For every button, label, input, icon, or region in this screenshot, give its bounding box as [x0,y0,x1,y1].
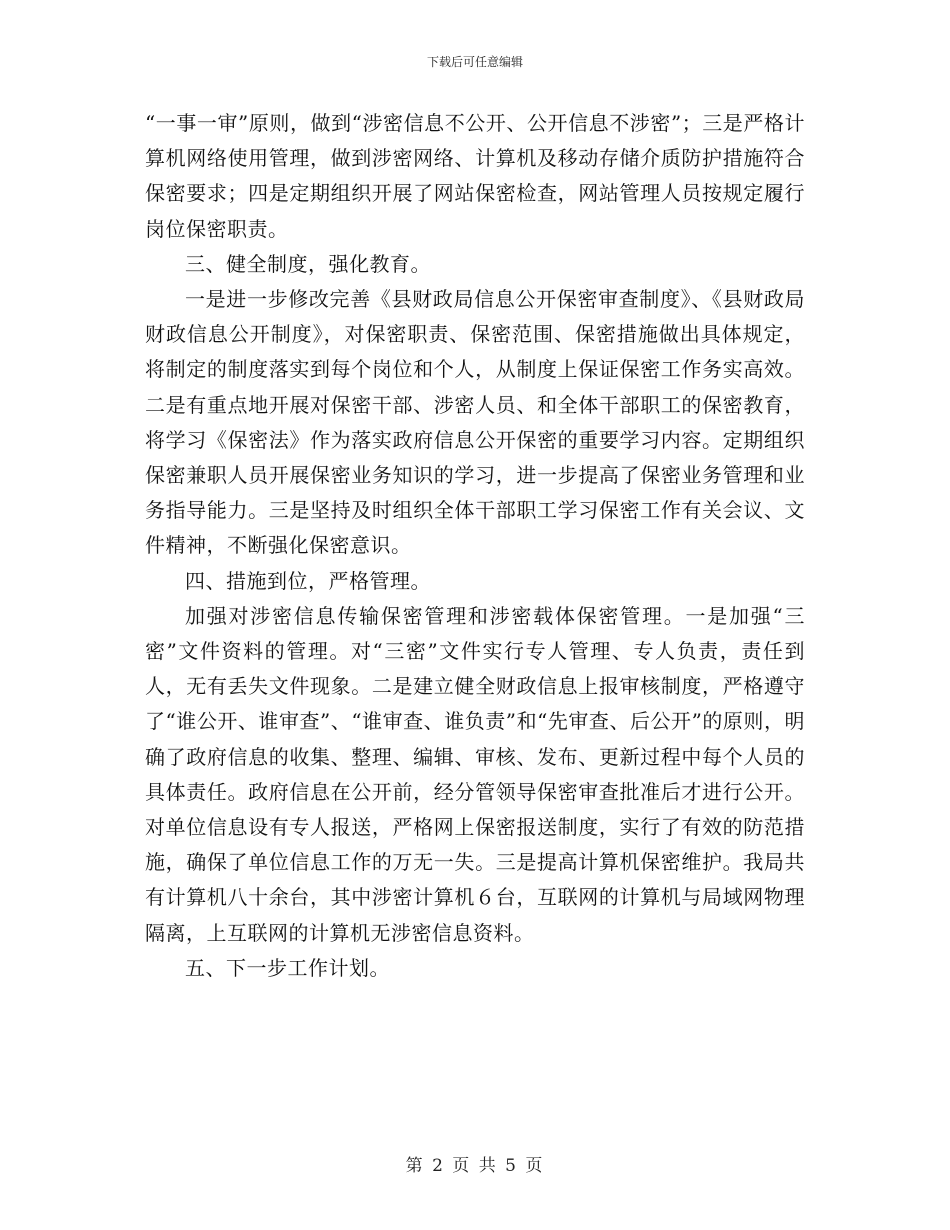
paragraph-measures: 加强对涉密信息传输保密管理和涉密载体保密管理。一是加强“三密”文件资料的管理。对“三密”文件实行专人管理、专人负责，责任到人，无有丢失文件现象。二是建立健全财政信息上报审核制度，严格遵守了“谁公开、谁审查”、“谁审查、谁负责”和“先审查、后公开”的原则，明确了政府信息的收集、整理、编辑、审核、发布、更新过程中每个人员的具体责任。政府信息在公开前，经分管领导保密审查批准后才进行公开。对单位信息设有专人报送，严格网上保密报送制度，实行了有效的防范措施，确保了单位信息工作的万无一失。三是提高计算机保密维护。我局共有计算机八十余台，其中涉密计算机６台，互联网的计算机与局域网物理隔离，上互联网的计算机无涉密信息资料。 [145,603,805,945]
page-footer: 第 2 页 共 5 页 [405,1156,545,1176]
section-heading-3: 三、健全制度，强化教育。 [185,251,431,276]
section-heading-5: 五、下一步工作计划。 [185,955,390,980]
section-heading-4: 四、措施到位，严格管理。 [185,568,431,593]
document-body [145,106,805,986]
paragraph-continuation: “一事一审”原则，做到“涉密信息不公开、公开信息不涉密”；三是严格计算机网络使用管理，做到涉密网络、计算机及移动存储介质防护措施符合保密要求；四是定期组织开展了网站保密检查，网站管理人员按规定履行岗位保密职责。 [145,111,805,241]
paragraph-system-education: 一是进一步修改完善《县财政局信息公开保密审查制度》、《县财政局财政信息公开制度》，对保密职责、保密范围、保密措施做出具体规定，将制定的制度落实到每个岗位和个人，从制度上保证保密工作务实高效。二是有重点地开展对保密干部、涉密人员、和全体干部职工的保密教育，将学习《保密法》作为落实政府信息公开保密的重要学习内容。定期组织保密兼职人员开展保密业务知识的学习，进一步提高了保密业务管理和业务指导能力。三是坚持及时组织全体干部职工学习保密工作有关会议、文件精神，不断强化保密意识。 [145,287,805,558]
page-header: 下载后可任意编辑 [426,55,523,69]
